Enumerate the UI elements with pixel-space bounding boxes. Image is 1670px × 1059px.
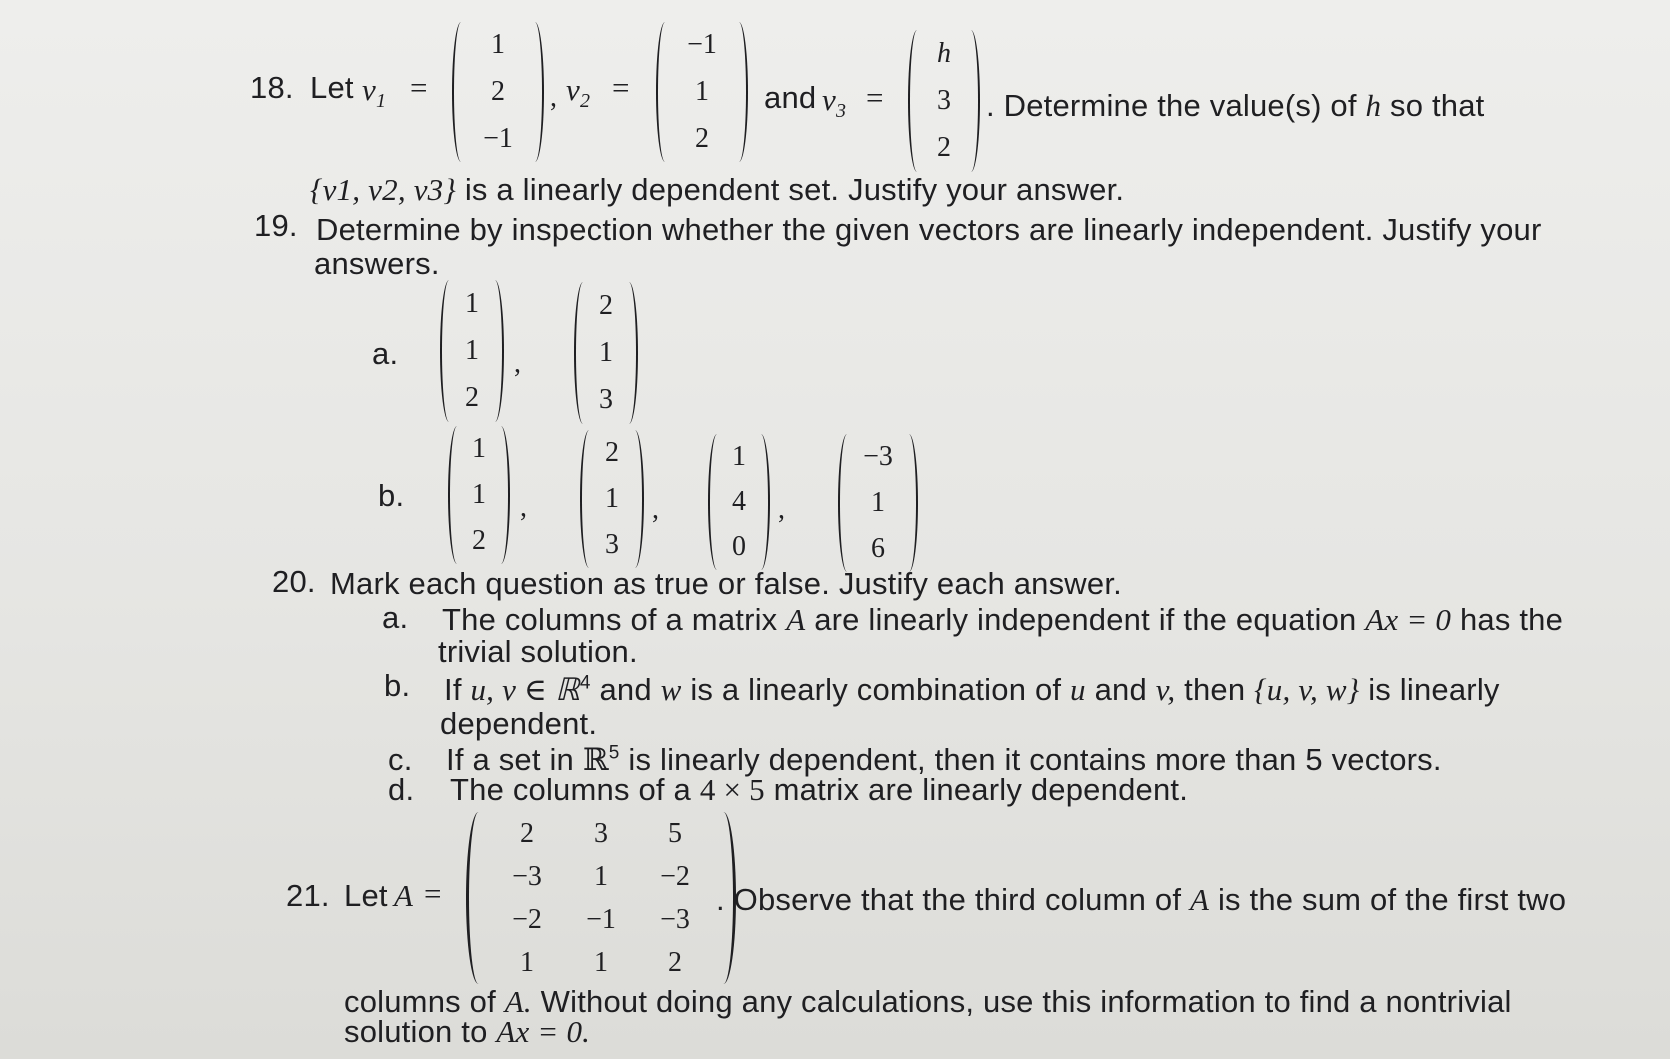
q20-a-line1 <box>442 602 1563 638</box>
q18-tail <box>986 88 1485 124</box>
q18-comma: , <box>550 82 557 113</box>
q19-b-label: b. <box>378 478 405 513</box>
q20-b-label: b. <box>384 668 411 703</box>
vec-entry: 2 <box>599 289 613 321</box>
q19-number: 19. <box>254 208 298 243</box>
vec-entry: 1 <box>695 75 709 107</box>
q20-b-w: w <box>660 672 682 707</box>
q18-v1-label: $v_1$ <box>362 72 387 113</box>
vec-entry: 1 <box>465 334 479 366</box>
q20-a-eq: Ax = 0 <box>1365 602 1452 637</box>
q20-a-text: are linearly independent if the equation <box>814 602 1357 637</box>
vec-entry: 1 <box>472 479 486 510</box>
q21-A: A <box>394 878 414 913</box>
q21-eq: = <box>424 876 442 911</box>
vec-entry: 1 <box>599 336 613 368</box>
q21-text: Without doing any calculations, use this information to find a nontrivial <box>540 984 1512 1019</box>
q20-a-label: a. <box>382 600 409 635</box>
vec-entry: 1 <box>491 29 505 61</box>
comma: , <box>778 494 785 525</box>
q20-a-text: has the <box>1459 602 1564 637</box>
q18-tail-text: . Determine the value(s) of <box>986 88 1357 123</box>
comma: , <box>652 494 659 525</box>
q20-a-A: A <box>786 602 806 637</box>
q21-line2-A: A. <box>504 984 532 1019</box>
q20-b-text: then <box>1184 672 1246 707</box>
matrix-entry: −2 <box>512 903 542 935</box>
vec-entry: 1 <box>732 440 746 472</box>
q19-a-label: a. <box>372 336 399 371</box>
vec-entry: 3 <box>605 529 619 560</box>
q18-number: 18. <box>250 70 294 105</box>
q21-number: 21. <box>286 878 330 913</box>
q18-set: {v1, v2, v3} <box>310 172 456 207</box>
vec-entry: 1 <box>472 433 486 464</box>
q20-d-label: d. <box>388 772 415 807</box>
q18-v2-vector <box>656 22 748 162</box>
q19-b-vector-3 <box>708 434 770 570</box>
matrix-entry: −1 <box>586 903 616 935</box>
q20-b-text: is a linearly combination of <box>690 672 1062 707</box>
q18-v1-vector <box>452 22 544 162</box>
q20-c-text: is linearly dependent, then it contains more than 5 vectors. <box>628 742 1442 777</box>
matrix-entry: −3 <box>512 860 542 892</box>
comma: , <box>514 348 521 379</box>
vec-entry: 1 <box>871 487 885 518</box>
q21-tail-A: A <box>1189 882 1210 917</box>
q21-text: is the sum of the first two <box>1217 882 1567 917</box>
q20-a-line2: trivial solution. <box>438 634 638 669</box>
q20-b-text: If <box>444 672 462 707</box>
q20-number: 20. <box>272 564 316 599</box>
q20-d-text: matrix are linearly dependent. <box>773 772 1189 807</box>
q20-a-text: The columns of a matrix <box>442 602 778 637</box>
q21-line3-eq: Ax = 0. <box>496 1014 591 1049</box>
matrix-entry: 5 <box>668 817 682 849</box>
q18-v2-label: $v_2$ <box>566 72 591 113</box>
q18-eq2: = <box>612 70 630 105</box>
q18-so-that: so that <box>1390 88 1485 123</box>
q18-line2-text: is a linearly dependent set. Justify your answer. <box>464 172 1125 207</box>
comma: , <box>520 492 527 523</box>
q21-matrix <box>466 812 736 984</box>
vec-entry: 3 <box>937 84 951 116</box>
q21-tail <box>716 882 1566 918</box>
matrix-entry: 2 <box>668 946 682 978</box>
vec-entry: −1 <box>483 122 513 154</box>
q20-b-pow: 4 <box>579 672 591 694</box>
matrix-entry: 1 <box>594 860 608 892</box>
q18-and: and <box>764 80 817 115</box>
vec-entry: 4 <box>732 485 746 517</box>
vec-entry: 0 <box>732 531 746 563</box>
q19-a-vector-1 <box>440 280 504 422</box>
q20-b-text: and <box>599 672 652 707</box>
vec-entry: −1 <box>687 29 717 61</box>
vec-entry: 2 <box>937 132 951 164</box>
q20-b-line2: dependent. <box>440 706 598 741</box>
matrix-entry: 3 <box>594 817 608 849</box>
q20-d-line <box>450 772 1188 808</box>
q20-c-label: c. <box>388 742 413 777</box>
q19-b-vector-4 <box>838 434 918 572</box>
q18-let: Let <box>310 70 354 105</box>
q20-intro: Mark each question as true or false. Justify each answer. <box>330 566 1122 601</box>
vec-entry: 2 <box>491 75 505 107</box>
q21-text: solution to <box>344 1014 488 1049</box>
vec-entry: 2 <box>465 382 479 414</box>
q20-b-u: u <box>1070 672 1086 707</box>
vec-entry: 2 <box>695 122 709 154</box>
q20-c-R: ℝ <box>582 742 609 777</box>
q20-b-uv: u, v ∈ ℝ <box>470 672 580 707</box>
vec-entry: h <box>937 37 951 69</box>
vec-entry: 3 <box>599 384 613 416</box>
q21-text: columns of <box>344 984 496 1019</box>
q20-b-line1 <box>444 672 1500 708</box>
q18-eq1: = <box>410 70 428 105</box>
q20-b-v: v, <box>1155 672 1176 707</box>
q21-let: Let <box>344 878 388 913</box>
q20-d-dim: 4 × 5 <box>699 772 765 807</box>
q20-b-text: is linearly <box>1368 672 1500 707</box>
q18-eq3: = <box>866 80 884 115</box>
q20-d-text: The columns of a <box>450 772 691 807</box>
matrix-entry: 2 <box>520 817 534 849</box>
q21-text: . Observe that the third column of <box>716 882 1182 917</box>
matrix-entry: −2 <box>660 860 690 892</box>
matrix-entry: 1 <box>594 946 608 978</box>
vec-entry: 1 <box>465 287 479 319</box>
q20-c-pow: 5 <box>608 742 620 764</box>
q20-b-set: {u, v, w} <box>1254 672 1360 707</box>
q19-b-vector-2 <box>580 430 644 568</box>
q18-h: h <box>1365 88 1382 123</box>
q18-line2 <box>310 172 1124 208</box>
vec-entry: −3 <box>863 441 893 472</box>
vec-entry: 2 <box>472 525 486 556</box>
vec-entry: 6 <box>871 533 885 564</box>
q19-b-vector-1 <box>448 426 510 564</box>
q18-v3-label: $v_3$ <box>822 82 847 123</box>
vec-entry: 2 <box>605 437 619 468</box>
q20-b-text: and <box>1094 672 1147 707</box>
q18-v3-vector <box>908 30 980 172</box>
matrix-entry: −3 <box>660 903 690 935</box>
q19-line1: Determine by inspection whether the given vectors are linearly independent. Justify your <box>316 212 1542 247</box>
matrix-entry: 1 <box>520 946 534 978</box>
q20-c-text: If a set in <box>446 742 574 777</box>
q19-line2: answers. <box>314 246 440 281</box>
q21-line3 <box>344 1014 590 1050</box>
q19-a-vector-2 <box>574 282 638 424</box>
vec-entry: 1 <box>605 483 619 514</box>
